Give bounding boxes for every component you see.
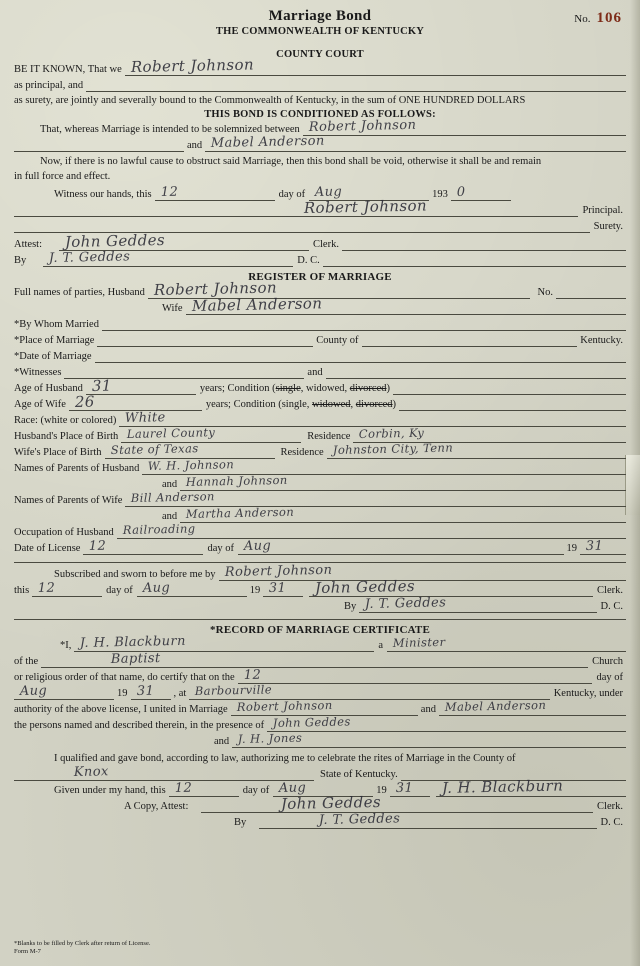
- united-bride-value: Mabel Anderson: [444, 697, 547, 714]
- cert-witness-1-field[interactable]: [267, 714, 626, 732]
- sworn-date-row: [14, 576, 626, 597]
- witnesses-label: *Witnesses: [14, 367, 62, 378]
- copy-attest-by-label: By: [234, 817, 247, 828]
- age-wife-value: 26: [74, 392, 95, 411]
- wife-birthplace-label: Wife's Place of Birth: [14, 447, 102, 458]
- wife-name-label: Wife: [162, 303, 183, 314]
- document-subtitle: THE COMMONWEALTH OF KENTUCKY: [215, 26, 425, 37]
- certify-day-value: 12: [243, 667, 262, 683]
- now-if-label: Now, if there is no lawful cause to obstruct said Marriage, then this bond shall be void, otherwise it shall be and remain: [40, 156, 542, 167]
- cert-witness-2-value: J. H. Jones: [237, 730, 303, 746]
- officiant-signature-field[interactable]: [436, 776, 626, 797]
- whereas-blank-left[interactable]: [14, 138, 184, 152]
- copy-attest-by-row: [14, 811, 626, 829]
- officiant-i-label: *I,: [60, 640, 72, 651]
- bond-parties-field[interactable]: [125, 55, 626, 76]
- conditioned-heading: THIS BOND IS CONDITIONED AS FOLLOWS:: [204, 109, 436, 120]
- sworn-month-field[interactable]: [137, 580, 247, 597]
- occupation-label: Occupation of Husband: [14, 527, 114, 538]
- parents-husband-and-label: and: [162, 479, 178, 490]
- by-tail-field[interactable]: [323, 253, 626, 267]
- given-under-label: Given under my hand, this: [54, 785, 166, 796]
- denomination-field[interactable]: [41, 650, 588, 668]
- officiant-row: [14, 633, 626, 652]
- qualified-county-value: Knox: [73, 764, 109, 780]
- parents-wife-mother-value: Martha Anderson: [185, 504, 295, 521]
- whereas-groom-value: Robert Johnson: [308, 117, 417, 135]
- certify-year-value: 31: [136, 683, 154, 699]
- wife-birthplace-row: [14, 440, 626, 459]
- husband-cond-divorced: divorced: [349, 383, 387, 394]
- wife-name-row: [14, 294, 626, 315]
- place-of-marriage-label: *Place of Marriage: [14, 335, 95, 346]
- husband-birthplace-row: [14, 425, 626, 443]
- county-court-heading: COUNTY COURT: [276, 49, 364, 60]
- husband-name-value: Robert Johnson: [153, 278, 278, 299]
- as-principal-label: as principal, and: [14, 80, 84, 91]
- parents-husband-field[interactable]: [142, 457, 626, 475]
- whereas-bride-value: Mabel Anderson: [210, 133, 325, 151]
- husband-birthplace-field[interactable]: [121, 425, 301, 443]
- wife-birthplace-value: State of Texas: [110, 441, 199, 457]
- by-whom-married-label: *By Whom Married: [14, 319, 99, 330]
- by-label: By: [14, 255, 27, 266]
- county-field[interactable]: [362, 333, 578, 347]
- husband-years-condition-text: years; Condition (: [199, 383, 276, 394]
- united-in-marriage-row: [14, 697, 626, 716]
- parents-husband-mother-row: [14, 472, 626, 491]
- cert-witness-1-value: John Geddes: [272, 714, 351, 730]
- sworn-day-of-label: day of: [106, 585, 133, 596]
- husband-condition-label: years; Condition (single, widowed, divorced): [199, 383, 390, 394]
- cert-witness-and-label: and: [214, 736, 230, 747]
- certify-place-value: Barbourville: [195, 682, 273, 698]
- principal-label: Principal.: [582, 205, 623, 216]
- age-wife-label: Age of Wife: [14, 399, 66, 410]
- given-day-field[interactable]: [169, 780, 239, 797]
- as-surety-row: [14, 94, 626, 107]
- officiant-a-label: a: [378, 640, 384, 651]
- date-of-license-label: Date of License: [14, 543, 81, 554]
- whereas-bride-field[interactable]: [205, 133, 626, 152]
- sworn-year-prefix: 19: [249, 585, 261, 596]
- qualified-label: I qualified and gave bond, according to law, authorizing me to celebrate the rites of Marriage in the County of: [54, 753, 516, 764]
- license-day-field[interactable]: [83, 538, 203, 555]
- register-no-label: No.: [537, 287, 553, 298]
- license-day-of-label: day of: [207, 543, 235, 554]
- denomination-row: [14, 650, 626, 668]
- sworn-day-field[interactable]: [32, 580, 102, 597]
- principal-signature-row: [14, 196, 626, 217]
- occupation-value: Railroading: [122, 521, 196, 537]
- wife-residence-value: Johnston City, Tenn: [332, 440, 453, 457]
- in-full-force-label: in full force and effect.: [14, 171, 111, 182]
- by-row: [14, 249, 626, 267]
- date-of-marriage-label: *Date of Marriage: [14, 351, 92, 362]
- attest-signature-value: John Geddes: [64, 230, 166, 251]
- by-whom-married-field[interactable]: [102, 317, 626, 331]
- license-month-field[interactable]: [238, 538, 563, 555]
- bond-number-value: 106: [596, 10, 622, 26]
- witness-day-of-label: day of: [278, 189, 306, 200]
- witness-2-field[interactable]: [326, 365, 626, 379]
- of-the-label: of the: [14, 656, 39, 667]
- copy-attest-row: [14, 792, 626, 813]
- wife-cond-close: ): [392, 399, 397, 410]
- sworn-clerk-label: Clerk.: [597, 585, 623, 596]
- parents-husband-value: W. H. Johnson: [148, 457, 235, 473]
- certify-row: [14, 667, 626, 684]
- copy-attest-clerk-label: Clerk.: [597, 801, 623, 812]
- sworn-day-value: 12: [37, 580, 56, 596]
- whereas-bride-row: [14, 133, 626, 152]
- qualified-county-field[interactable]: [14, 764, 314, 781]
- husband-cond-single: single: [275, 383, 301, 394]
- officiant-name-value: J. H. Blackburn: [80, 633, 187, 651]
- age-wife-field[interactable]: [69, 392, 202, 411]
- license-month-value: Aug: [243, 538, 272, 554]
- witness-day-field[interactable]: [155, 184, 275, 201]
- age-wife-row: [14, 392, 626, 411]
- now-if-row: [14, 155, 626, 168]
- officiant-name-field[interactable]: [74, 633, 374, 652]
- sworn-name-value: Robert Johnson: [224, 562, 333, 580]
- husband-cond-close: ): [386, 383, 390, 394]
- bond-parties-value: Robert Johnson: [130, 55, 254, 76]
- bond-number: [574, 10, 622, 27]
- by-dc-label: D. C.: [297, 255, 320, 266]
- or-religious-label: or religious order of that name, do certify that on the: [14, 672, 235, 683]
- occupation-field[interactable]: [117, 521, 626, 539]
- denomination-value: Baptist: [110, 650, 161, 667]
- certify-day-of-label: day of: [596, 672, 623, 683]
- be-it-known-row: [14, 55, 626, 76]
- certify-kentucky-label: Kentucky, under: [553, 688, 623, 699]
- parents-wife-label: Names of Parents of Wife: [14, 495, 123, 506]
- wife-name-value: Mabel Anderson: [191, 294, 323, 315]
- attest-label: Attest:: [14, 239, 42, 250]
- witness-hands-label: Witness our hands, this: [54, 189, 152, 200]
- license-year-value: 31: [585, 538, 604, 554]
- footer-note-2: Form M-7: [14, 948, 41, 955]
- license-year-field[interactable]: [580, 538, 626, 555]
- united-bride-field[interactable]: [439, 697, 626, 716]
- wife-residence-field[interactable]: [327, 440, 626, 459]
- sworn-by-row: [14, 595, 626, 613]
- given-year-value: 31: [395, 780, 414, 796]
- sworn-year-field[interactable]: [263, 580, 303, 597]
- attest-tail-field[interactable]: [342, 237, 626, 251]
- place-of-marriage-field[interactable]: [97, 333, 313, 347]
- officiant-title-field[interactable]: [387, 634, 626, 652]
- wife-residence-label: Residence: [280, 447, 324, 458]
- united-groom-value: Robert Johnson: [236, 697, 333, 714]
- in-full-force-row: [14, 170, 626, 183]
- given-day-of-label: day of: [242, 785, 270, 796]
- wife-birthplace-field[interactable]: [105, 441, 275, 459]
- age-husband-field[interactable]: [86, 376, 196, 395]
- qualified-row: [14, 752, 626, 765]
- witnesses-presence-row: [14, 714, 626, 732]
- age-wife-tail[interactable]: [399, 397, 626, 411]
- parents-husband-mother-field[interactable]: [180, 472, 626, 491]
- certify-day-field[interactable]: [238, 667, 593, 684]
- as-principal-row: [14, 78, 626, 92]
- copy-attest-label: A Copy, Attest:: [124, 801, 189, 812]
- certify-year-field[interactable]: [131, 683, 171, 700]
- witness-month-value: Aug: [314, 184, 343, 200]
- sworn-by-label: By: [344, 601, 357, 612]
- sworn-clerk-signature-field[interactable]: [309, 576, 593, 597]
- date-of-license-row: [14, 538, 626, 555]
- wife-years-condition-text: years; Condition (: [205, 399, 282, 410]
- sworn-name-field[interactable]: [219, 562, 626, 581]
- parents-wife-field[interactable]: [125, 489, 626, 507]
- by-whom-married-row: [14, 317, 626, 331]
- sworn-clerk-signature-value: John Geddes: [314, 576, 416, 597]
- principal-signature-value: Robert Johnson: [303, 196, 428, 217]
- wife-condition-label: years; Condition (single, widowed, divorced): [205, 399, 397, 410]
- surety-signature-row: [14, 219, 626, 233]
- wife-cond-widowed: widowed: [312, 399, 351, 410]
- sworn-by-signature-field[interactable]: [359, 595, 596, 613]
- sworn-label: Subscribed and sworn to before me by: [54, 569, 216, 580]
- county-of-label: County of: [316, 335, 359, 346]
- age-husband-tail[interactable]: [393, 381, 626, 395]
- age-husband-label: Age of Husband: [14, 383, 83, 394]
- given-year-field[interactable]: [390, 780, 430, 797]
- document-title: Marriage Bond: [268, 8, 372, 24]
- husband-residence-label: Residence: [307, 431, 351, 442]
- witnesses-and-label: and: [307, 367, 323, 378]
- sworn-dc-label: D. C.: [600, 601, 623, 612]
- copy-attest-by-field[interactable]: [259, 811, 596, 829]
- page-corner-fold: [625, 455, 640, 515]
- race-label: Race: (white or colored): [14, 415, 117, 426]
- state-of-kentucky-label: State of Kentucky.: [320, 769, 398, 780]
- husband-birthplace-label: Husband's Place of Birth: [14, 431, 119, 442]
- parents-wife-mother-row: [14, 504, 626, 523]
- husband-birthplace-value: Laurel County: [126, 425, 216, 441]
- husband-name-label: Full names of parties, Husband: [14, 287, 145, 298]
- attest-signature-field[interactable]: [59, 230, 309, 251]
- authority-label: authority of the above license, I united in Marriage: [14, 704, 228, 715]
- by-signature-field[interactable]: [43, 249, 293, 267]
- whereas-groom-field[interactable]: [303, 117, 626, 136]
- race-row: [14, 410, 626, 427]
- register-title: REGISTER OF MARRIAGE: [248, 271, 392, 283]
- sworn-month-value: Aug: [142, 580, 171, 596]
- wife-name-field[interactable]: [186, 294, 626, 315]
- age-husband-value: 31: [91, 376, 112, 395]
- given-day-value: 12: [174, 780, 193, 796]
- parents-wife-and-label: and: [162, 511, 178, 522]
- witness-year-value: 0: [456, 184, 466, 200]
- parents-wife-mother-field[interactable]: [180, 504, 626, 523]
- certify-year-prefix: 19: [117, 688, 128, 699]
- copy-attest-by-value: J. T. Geddes: [318, 811, 401, 828]
- wife-cond-divorced: divorced: [355, 399, 393, 410]
- parents-wife-row: [14, 489, 626, 507]
- certify-month-value: Aug: [19, 683, 48, 699]
- certify-at-label: , at: [173, 688, 187, 699]
- certificate-title: *RECORD OF MARRIAGE CERTIFICATE: [209, 624, 431, 636]
- persons-named-label: the persons named and described therein, in the presence of: [14, 720, 265, 731]
- date-of-marriage-field[interactable]: [95, 349, 626, 363]
- whereas-label: That, whereas Marriage is intended to be solemnized between: [40, 124, 300, 135]
- attest-clerk-label: Clerk.: [313, 239, 339, 250]
- copy-attest-signature-value: John Geddes: [281, 792, 382, 813]
- given-year-prefix: 19: [376, 785, 387, 796]
- register-no-field[interactable]: [556, 285, 626, 299]
- sworn-by-signature-value: J. T. Geddes: [364, 595, 447, 612]
- copy-attest-dc-label: D. C.: [600, 817, 623, 828]
- wife-cond-single: single: [281, 399, 307, 410]
- witness-year-prefix: 193: [432, 189, 448, 200]
- witness-day-value: 12: [160, 184, 178, 200]
- race-value: White: [125, 410, 167, 426]
- be-it-known-label: BE IT KNOWN, That we: [14, 64, 122, 75]
- license-day-value: 12: [89, 538, 107, 554]
- license-year-prefix: 19: [566, 543, 577, 554]
- parents-wife-value: Bill Anderson: [131, 489, 216, 505]
- given-month-value: Aug: [278, 780, 307, 796]
- bond-number-label: No.: [574, 13, 591, 25]
- section-divider-2: [14, 619, 626, 620]
- date-of-marriage-row: [14, 349, 626, 363]
- church-label: Church: [592, 656, 623, 667]
- kentucky-label: Kentucky.: [580, 335, 623, 346]
- certify-place-field[interactable]: [189, 682, 549, 700]
- cert-witness-2-field[interactable]: [232, 730, 626, 748]
- whereas-and-label: and: [187, 140, 203, 151]
- form-footer-note: [14, 940, 150, 956]
- principal-field[interactable]: [86, 78, 626, 92]
- parents-husband-row: [14, 457, 626, 475]
- age-husband-row: [14, 376, 626, 395]
- witness-year-field[interactable]: [451, 184, 511, 201]
- surety-signature-field[interactable]: [14, 219, 590, 233]
- sworn-this-label: this: [14, 585, 30, 596]
- certify-month-field[interactable]: [14, 683, 114, 700]
- officiant-title-value: Minister: [392, 634, 446, 650]
- footer-note-1: *Blanks to be filled by Clerk after return of License.: [14, 940, 151, 947]
- principal-signature-field[interactable]: [14, 196, 578, 217]
- place-of-marriage-row: [14, 333, 626, 347]
- surety-label: Surety.: [593, 221, 623, 232]
- husband-residence-value: Corbin, Ky: [359, 425, 425, 441]
- sworn-year-value: 31: [268, 580, 287, 596]
- parents-husband-label: Names of Parents of Husband: [14, 463, 140, 474]
- united-and-label: and: [420, 704, 436, 715]
- by-signature-value: J. T. Geddes: [48, 249, 131, 266]
- officiant-signature-value: J. H. Blackburn: [441, 776, 564, 797]
- parents-husband-mother-value: Hannah Johnson: [185, 472, 288, 489]
- united-groom-field[interactable]: [231, 697, 418, 716]
- as-surety-label: as surety, are jointly and severally bound to the Commonwealth of Kentucky, in the sum of ONE HUNDRED DOLLARS: [14, 95, 526, 106]
- witnesses-presence-row-2: [14, 730, 626, 748]
- occupation-row: [14, 521, 626, 539]
- husband-cond-widowed: widowed: [306, 383, 345, 394]
